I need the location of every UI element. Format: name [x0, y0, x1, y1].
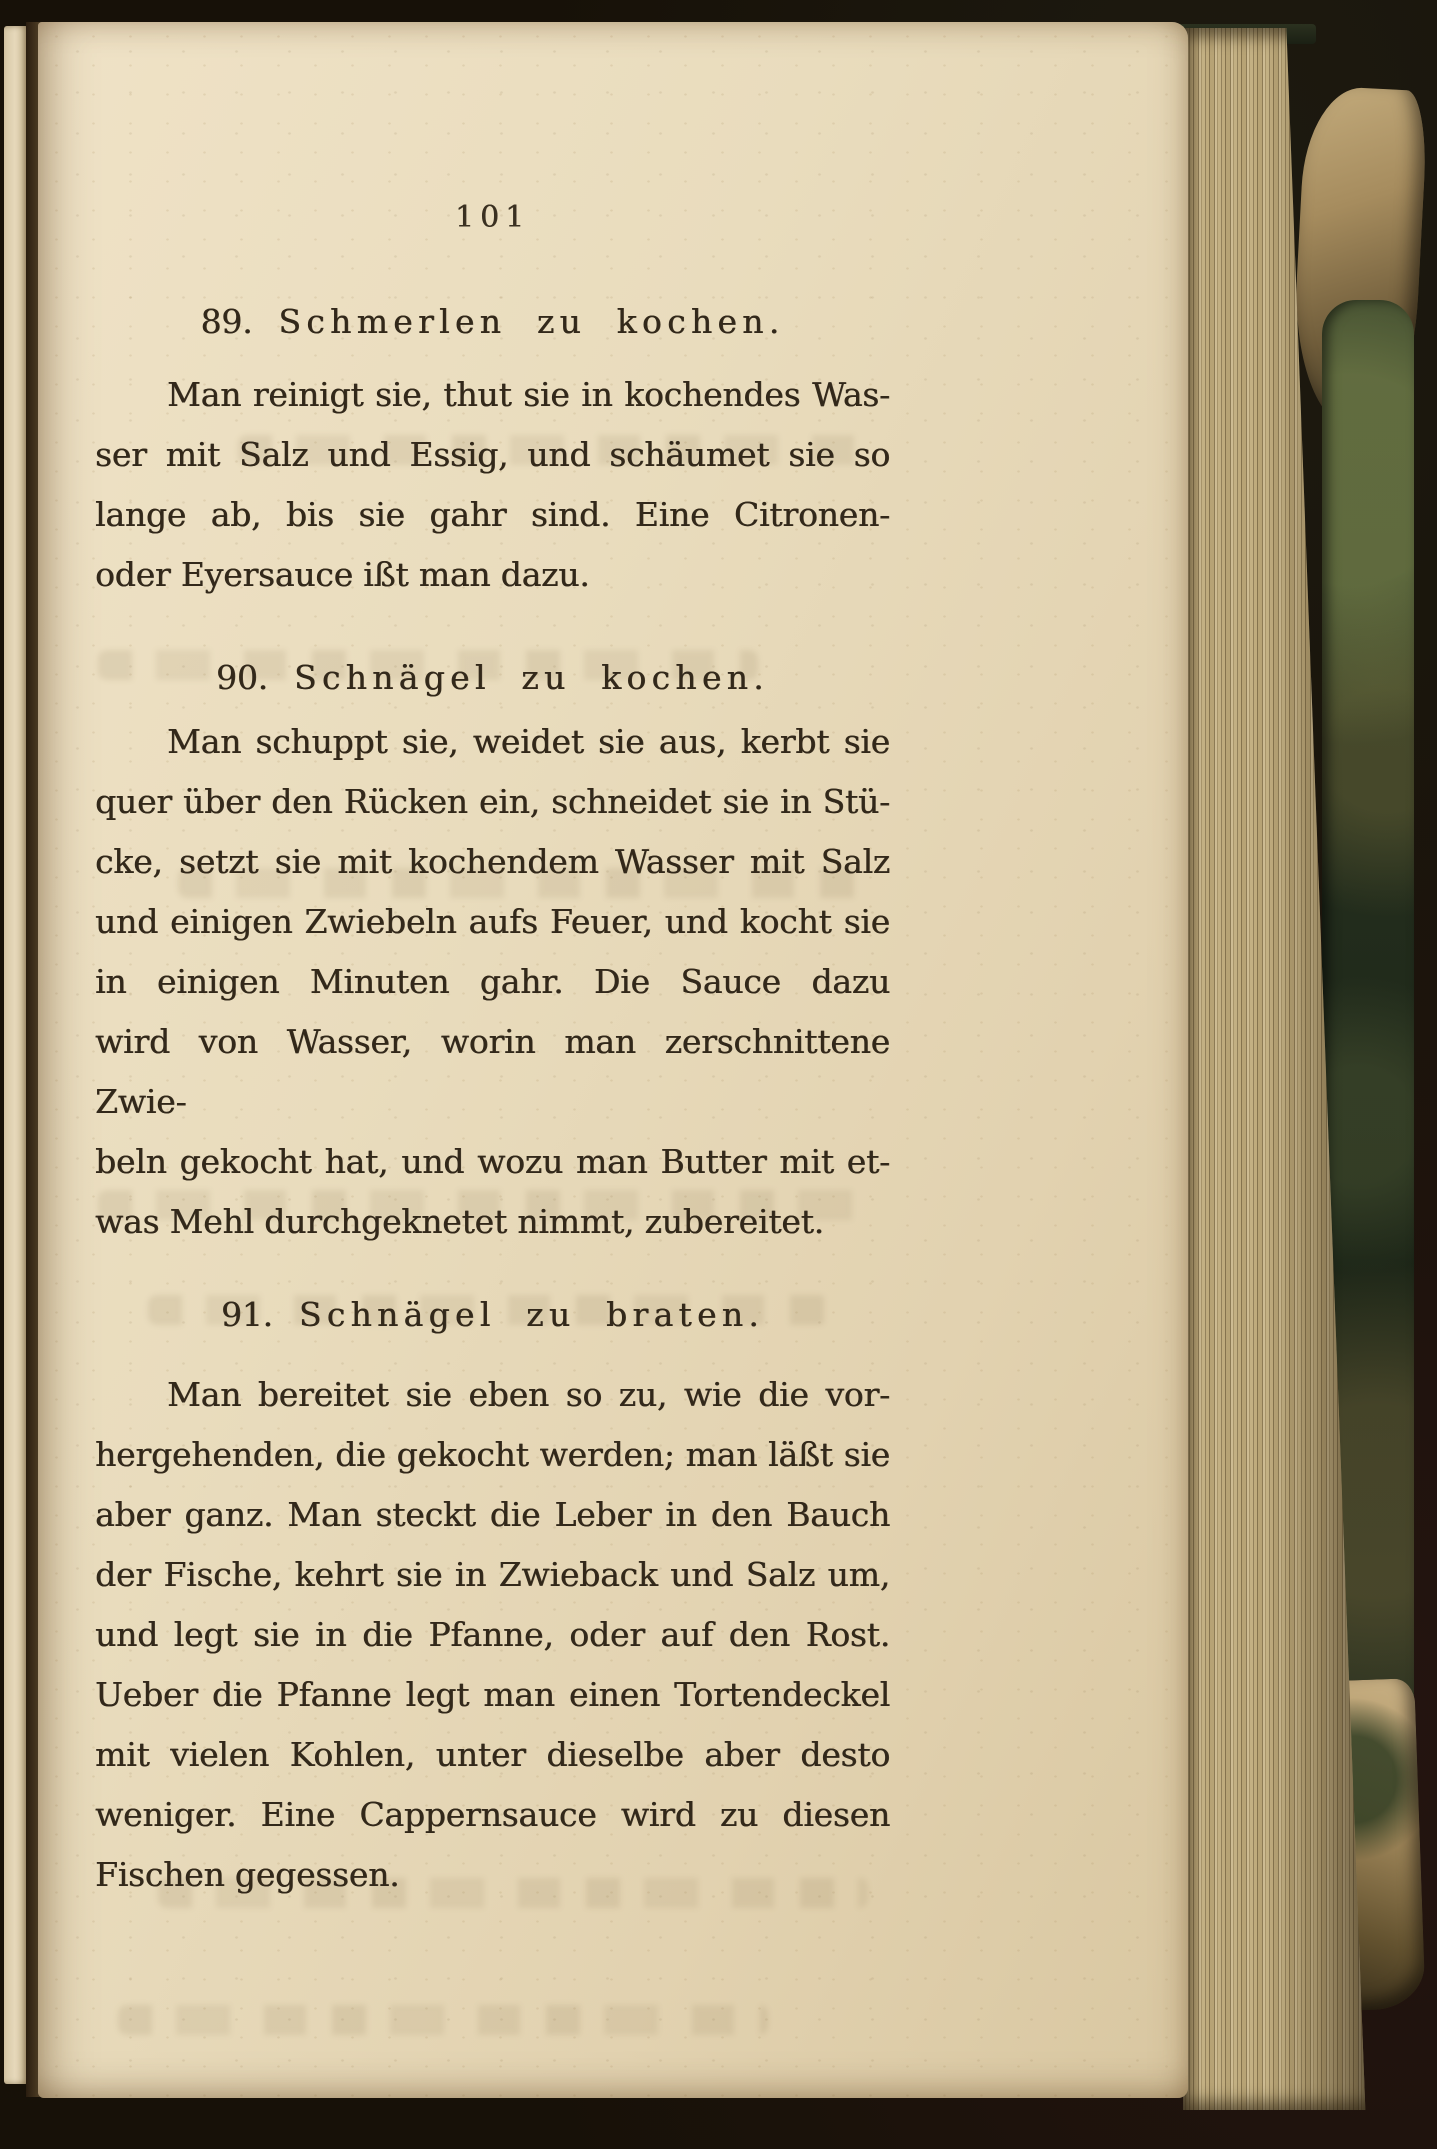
recipe-heading — [95, 292, 890, 352]
text-line: Fischen gegessen. — [95, 1855, 400, 1894]
text-line: oder Eyersauce ißt man dazu. — [95, 555, 590, 594]
text-line: wird von Wasser, worin man zerschnittene Zwie- — [95, 1022, 890, 1121]
recipe-number: 89. — [200, 302, 253, 341]
recipe-heading — [95, 1285, 890, 1345]
bleed-through-smudge — [118, 2005, 768, 2035]
recipe-title: Schnägel zu braten. — [298, 1295, 765, 1334]
text-line: Ueber die Pfanne legt man einen Tortendeckel — [95, 1675, 890, 1714]
text-line: quer über den Rücken ein, schneidet sie in Stü- — [95, 782, 890, 821]
recipe-paragraph — [95, 712, 890, 1252]
text-line: in einigen Minuten gahr. Die Sauce dazu — [95, 962, 890, 1001]
text-column — [95, 22, 890, 1905]
text-line: Man schuppt sie, weidet sie aus, kerbt sie — [167, 722, 890, 761]
text-line: mit vielen Kohlen, unter dieselbe aber desto — [95, 1735, 890, 1774]
text-line: und legt sie in die Pfanne, oder auf den Rost. — [95, 1615, 890, 1654]
recipe-number: 91. — [220, 1295, 273, 1334]
text-line: cke, setzt sie mit kochendem Wasser mit Salz — [95, 842, 890, 881]
recipe-heading — [95, 648, 890, 708]
text-line: was Mehl durchgeknetet nimmt, zubereitet. — [95, 1202, 824, 1241]
recipe-paragraph — [95, 1365, 890, 1905]
text-line: Man reinigt sie, thut sie in kochendes Was- — [167, 375, 890, 414]
text-line: weniger. Eine Cappernsauce wird zu diesen — [95, 1795, 890, 1834]
text-line: beln gekocht hat, und wozu man Butter mit et- — [95, 1142, 890, 1181]
recipe-title: Schnägel zu kochen. — [293, 658, 769, 697]
recipe-title: Schmerlen zu kochen. — [278, 302, 785, 341]
text-line: hergehenden, die gekocht werden; man läßt sie — [95, 1435, 890, 1474]
text-line: der Fische, kehrt sie in Zwieback und Salz um, — [95, 1555, 890, 1594]
previous-page-sliver — [4, 26, 28, 2084]
page-number: 101 — [454, 200, 531, 235]
recipe-number: 90. — [216, 658, 268, 697]
text-line: ser mit Salz und Essig, und schäumet sie so — [95, 435, 890, 474]
recipe-paragraph — [95, 365, 890, 605]
text-line: Man bereitet sie eben so zu, wie die vor- — [167, 1375, 890, 1414]
text-line: und einigen Zwiebeln aufs Feuer, und kocht sie — [95, 902, 890, 941]
text-line: aber ganz. Man steckt die Leber in den Bauch — [95, 1495, 890, 1534]
book-page — [38, 22, 1188, 2098]
text-line: lange ab, bis sie gahr sind. Eine Citronen- — [95, 495, 890, 534]
